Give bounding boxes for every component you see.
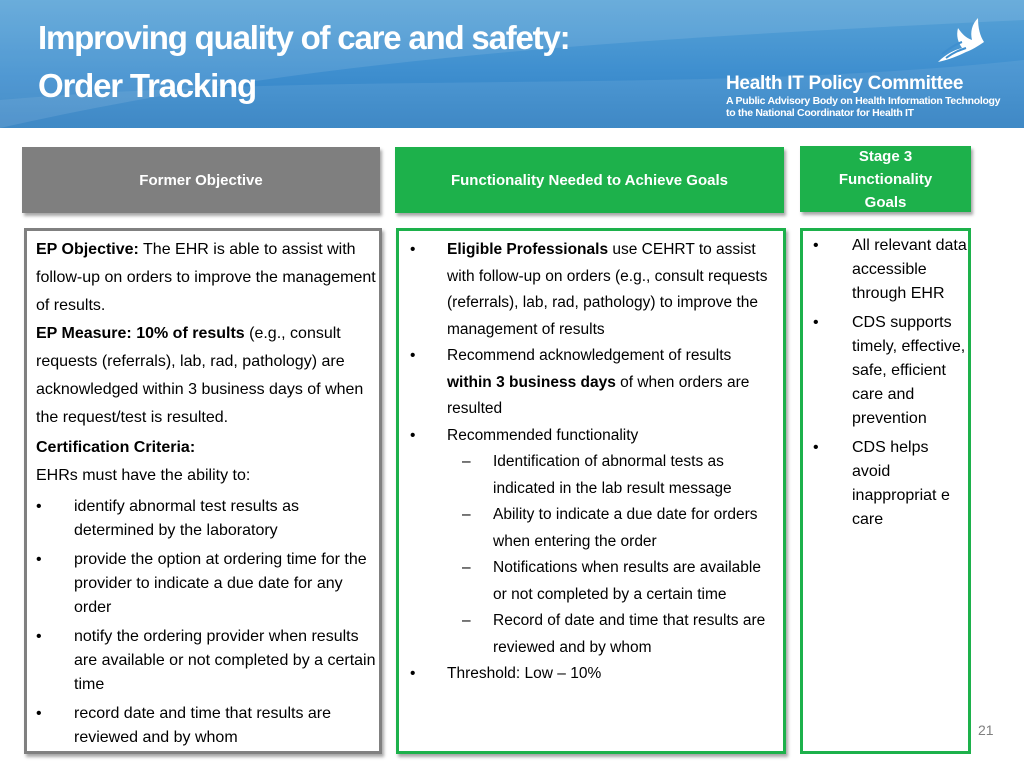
slide-header: [0, 0, 1024, 128]
stage3-header-line1: Stage 3: [858, 147, 913, 165]
stage3-header-line2: Functionality: [838, 170, 933, 188]
sub-list-item: – Identification of abnormal tests as indicated in the lab result message: [408, 449, 778, 502]
ep-objective-text: The EHR is able to assist with follow-up on orders to improve the management of results.: [36, 241, 376, 314]
bullet-icon: •: [410, 665, 416, 682]
stage3-header-line3: Goals: [864, 193, 907, 211]
list-item: • identify abnormal test results as determined by the laboratory: [36, 495, 376, 543]
slide-title: [38, 14, 569, 110]
slide-title-line1: Improving quality of care and safety:: [38, 19, 570, 56]
sub-list-item: – Ability to indicate a due date for orders when entering the order: [408, 502, 778, 555]
former-objective-box: [24, 228, 382, 754]
bullet-icon: •: [813, 439, 819, 456]
functionality-needed-header: Functionality Needed to Achieve Goals: [395, 147, 784, 213]
list-item: • CDS helps avoid inappropriat e care: [812, 436, 968, 532]
former-objective-header: Former Objective: [22, 147, 380, 213]
list-item: • Eligible Professionals use CEHRT to assist with follow-up on orders (e.g., consult requests (referrals), lab, rad, pathology) to improve the management of results: [408, 237, 778, 343]
bullet-icon: •: [36, 551, 42, 568]
ep-measure: [36, 320, 376, 432]
bullet-icon: •: [410, 241, 416, 258]
slide-title-line2: Order Tracking: [38, 67, 256, 104]
committee-subtitle-2: to the National Coordinator for Health IT: [726, 107, 914, 119]
dash-icon: –: [462, 559, 471, 576]
committee-branding: [726, 73, 1000, 119]
list-item: • All relevant data accessible through EHR: [812, 234, 968, 306]
ep-measure-text: (e.g., consult requests (referrals), lab, rad, pathology) are acknowledged within 3 business days of when the request/test is resulted.: [36, 325, 364, 426]
stage3-goals-box: [800, 228, 971, 754]
list-item: • Recommend acknowledgement of results within 3 business days of when orders are resulted: [408, 343, 778, 423]
bullet-icon: •: [813, 237, 819, 254]
dash-icon: –: [462, 506, 471, 523]
ep-measure-label: EP Measure: 10% of results: [36, 325, 245, 342]
list-item: • CDS supports timely, effective, safe, efficient care and prevention: [812, 311, 968, 431]
bullet-icon: •: [36, 498, 42, 515]
committee-subtitle-1: A Public Advisory Body on Health Information Technology: [726, 95, 1001, 107]
dash-icon: –: [462, 612, 471, 629]
bullet-icon: •: [36, 705, 42, 722]
committee-name: Health IT Policy Committee: [726, 73, 964, 94]
ep-objective: [36, 236, 376, 320]
stage3-goals-header: [800, 146, 971, 212]
bullet-icon: •: [813, 314, 819, 331]
certification-criteria-label: Certification Criteria:: [36, 439, 196, 456]
list-item: • notify the ordering provider when results are available or not completed by a certain time: [36, 625, 376, 697]
bullet-icon: •: [410, 347, 416, 364]
list-item: • Recommended functionality: [408, 423, 778, 450]
bullet-icon: •: [36, 628, 42, 645]
ep-objective-label: EP Objective:: [36, 241, 139, 258]
bullet-icon: •: [410, 426, 416, 444]
list-item: • provide the option at ordering time for the provider to indicate a due date for any order: [36, 548, 376, 620]
list-item: • Threshold: Low – 10%: [408, 661, 778, 688]
dash-icon: –: [462, 453, 471, 470]
page-number: 21: [978, 722, 994, 738]
certification-intro: EHRs must have the ability to:: [36, 467, 251, 484]
functionality-needed-box: [396, 228, 786, 754]
sub-list-item: – Record of date and time that results are reviewed and by whom: [408, 608, 778, 661]
list-item: • record date and time that results are reviewed and by whom: [36, 702, 376, 750]
hhs-eagle-logo-icon: [932, 10, 988, 70]
sub-list-item: – Notifications when results are available or not completed by a certain time: [408, 555, 778, 608]
